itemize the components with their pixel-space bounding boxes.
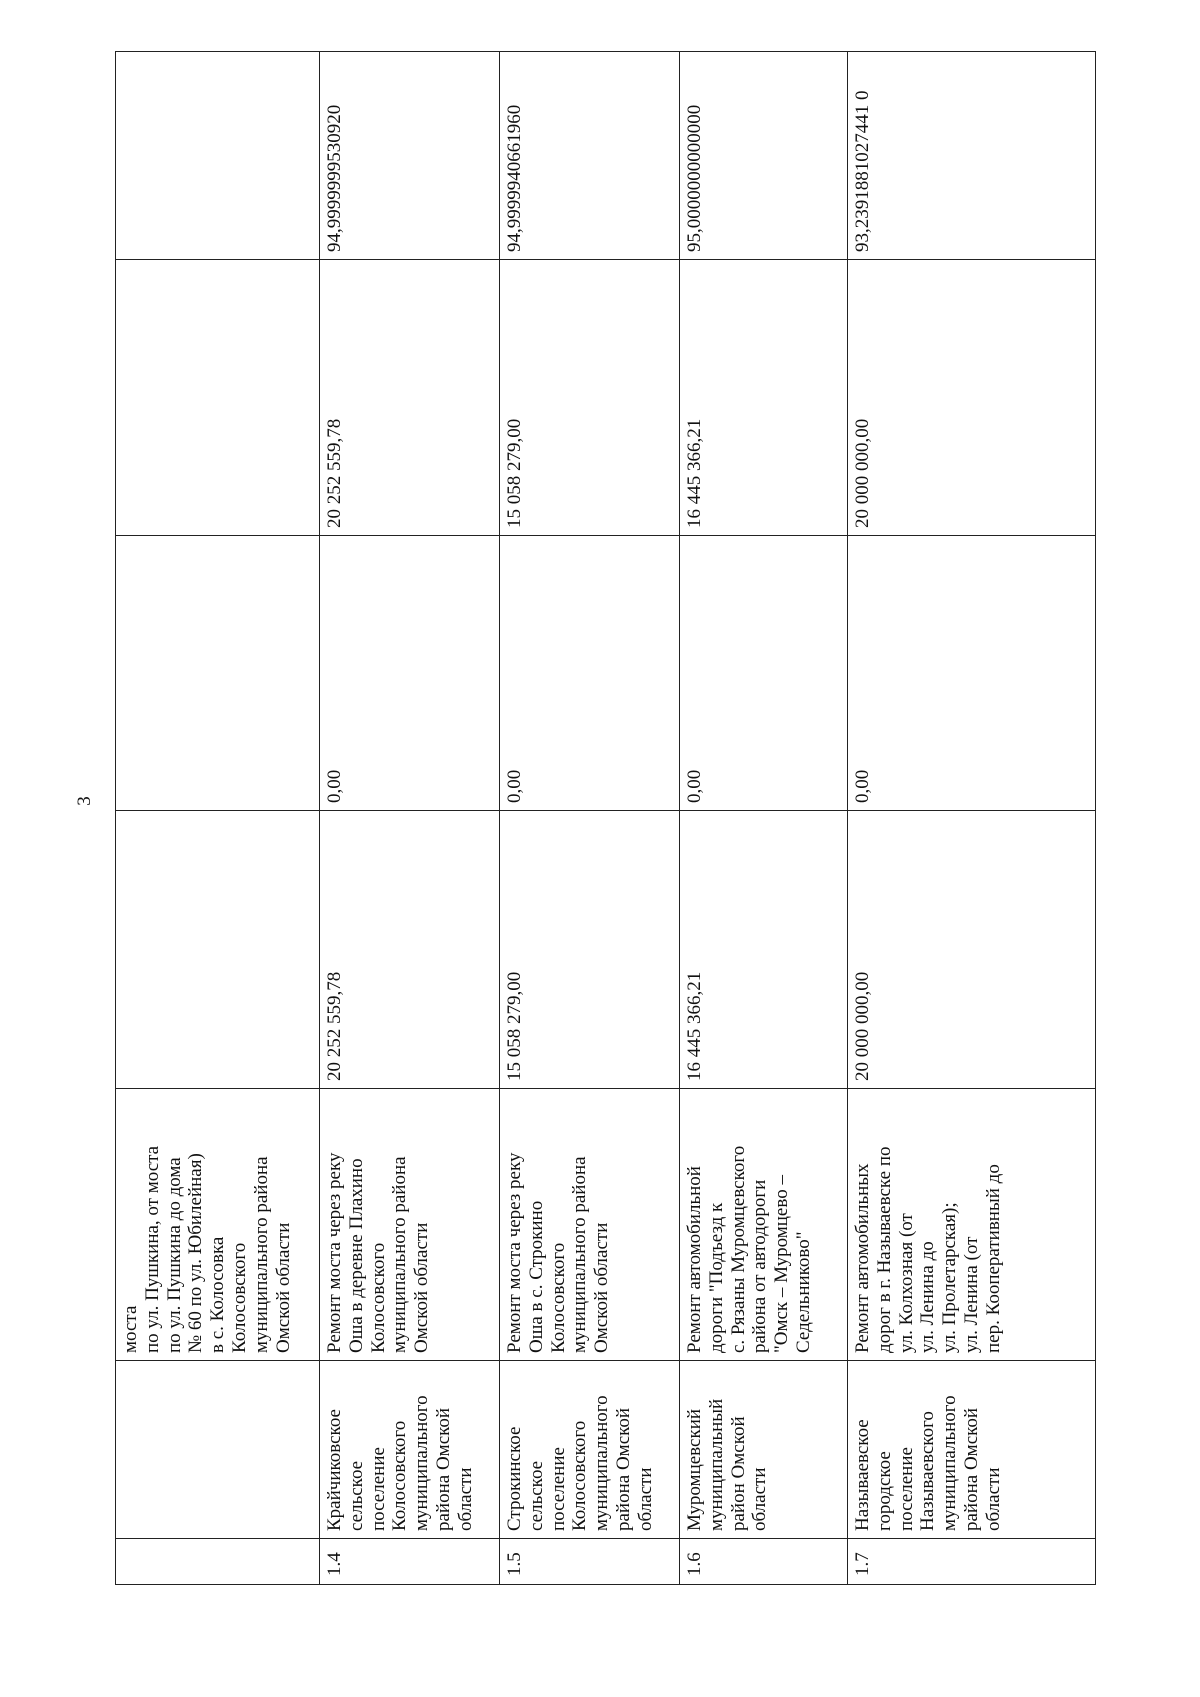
table-row	[500, 52, 680, 1585]
row-number-cell: 1.4	[320, 1539, 500, 1585]
regional-budget-cell: 15 058 279,00	[500, 260, 680, 536]
local-budget-cell	[116, 536, 320, 811]
share-cell: 93,2391881027441 0	[848, 52, 1096, 260]
row-number-cell	[116, 1539, 320, 1585]
object-cell: моста по ул. Пушкина, от моста по ул. Пушкина до дома № 60 по ул. Юбилейная) в с. Колосовка Колосовского муниципального района Омской области	[116, 1089, 320, 1361]
local-budget-cell: 0,00	[848, 536, 1096, 811]
local-budget-cell: 0,00	[320, 536, 500, 811]
table-row	[116, 52, 320, 1585]
recipient-cell: Строкинское сельское поселение Колосовского муниципального района Омской области	[500, 1361, 680, 1539]
recipient-cell: Называевское городское поселение Называевского муниципального района Омской области	[848, 1361, 1096, 1539]
share-cell: 94,9999940661960	[500, 52, 680, 260]
regional-budget-cell: 20 252 559,78	[320, 260, 500, 536]
object-cell: Ремонт автомобильных дорог в г. Называевске по ул. Колхозная (от ул. Ленина до ул. Пролетарская); ул. Ленина (от пер. Кооперативный до	[848, 1089, 1096, 1361]
regional-budget-cell: 20 000 000,00	[848, 260, 1096, 536]
local-budget-cell: 0,00	[680, 536, 848, 811]
share-cell	[116, 52, 320, 260]
total-cell	[116, 811, 320, 1089]
total-cell: 20 252 559,78	[320, 811, 500, 1089]
row-number-cell: 1.5	[500, 1539, 680, 1585]
regional-budget-cell: 16 445 366,21	[680, 260, 848, 536]
table-row	[320, 52, 500, 1585]
total-cell: 16 445 366,21	[680, 811, 848, 1089]
allocation-table-grid	[115, 51, 1096, 1585]
allocation-table	[115, 52, 1095, 1585]
recipient-cell: Крайчиковское сельское поселение Колосовского муниципального района Омской области	[320, 1361, 500, 1539]
total-cell: 15 058 279,00	[500, 811, 680, 1089]
object-cell: Ремонт автомобильной дороги "Подъезд к с. Рязаны Муромцевского района от автодороги "Омск – Муромцево – Седельниково"	[680, 1089, 848, 1361]
row-number-cell: 1.7	[848, 1539, 1096, 1585]
recipient-cell: Муромцевский муниципальный район Омской области	[680, 1361, 848, 1539]
recipient-cell	[116, 1361, 320, 1539]
total-cell: 20 000 000,00	[848, 811, 1096, 1089]
object-cell: Ремонт моста через реку Оша в с. Строкино Колосовского муниципального района Омской области	[500, 1089, 680, 1361]
regional-budget-cell	[116, 260, 320, 536]
share-cell: 94,9999999530920	[320, 52, 500, 260]
row-number-cell: 1.6	[680, 1539, 848, 1585]
local-budget-cell: 0,00	[500, 536, 680, 811]
table-row	[680, 52, 848, 1585]
page-number: 3	[73, 796, 95, 806]
object-cell: Ремонт моста через реку Оша в деревне Плахино Колосовского муниципального района Омской области	[320, 1089, 500, 1361]
share-cell: 95,0000000000000	[680, 52, 848, 260]
table-row	[848, 52, 1096, 1585]
